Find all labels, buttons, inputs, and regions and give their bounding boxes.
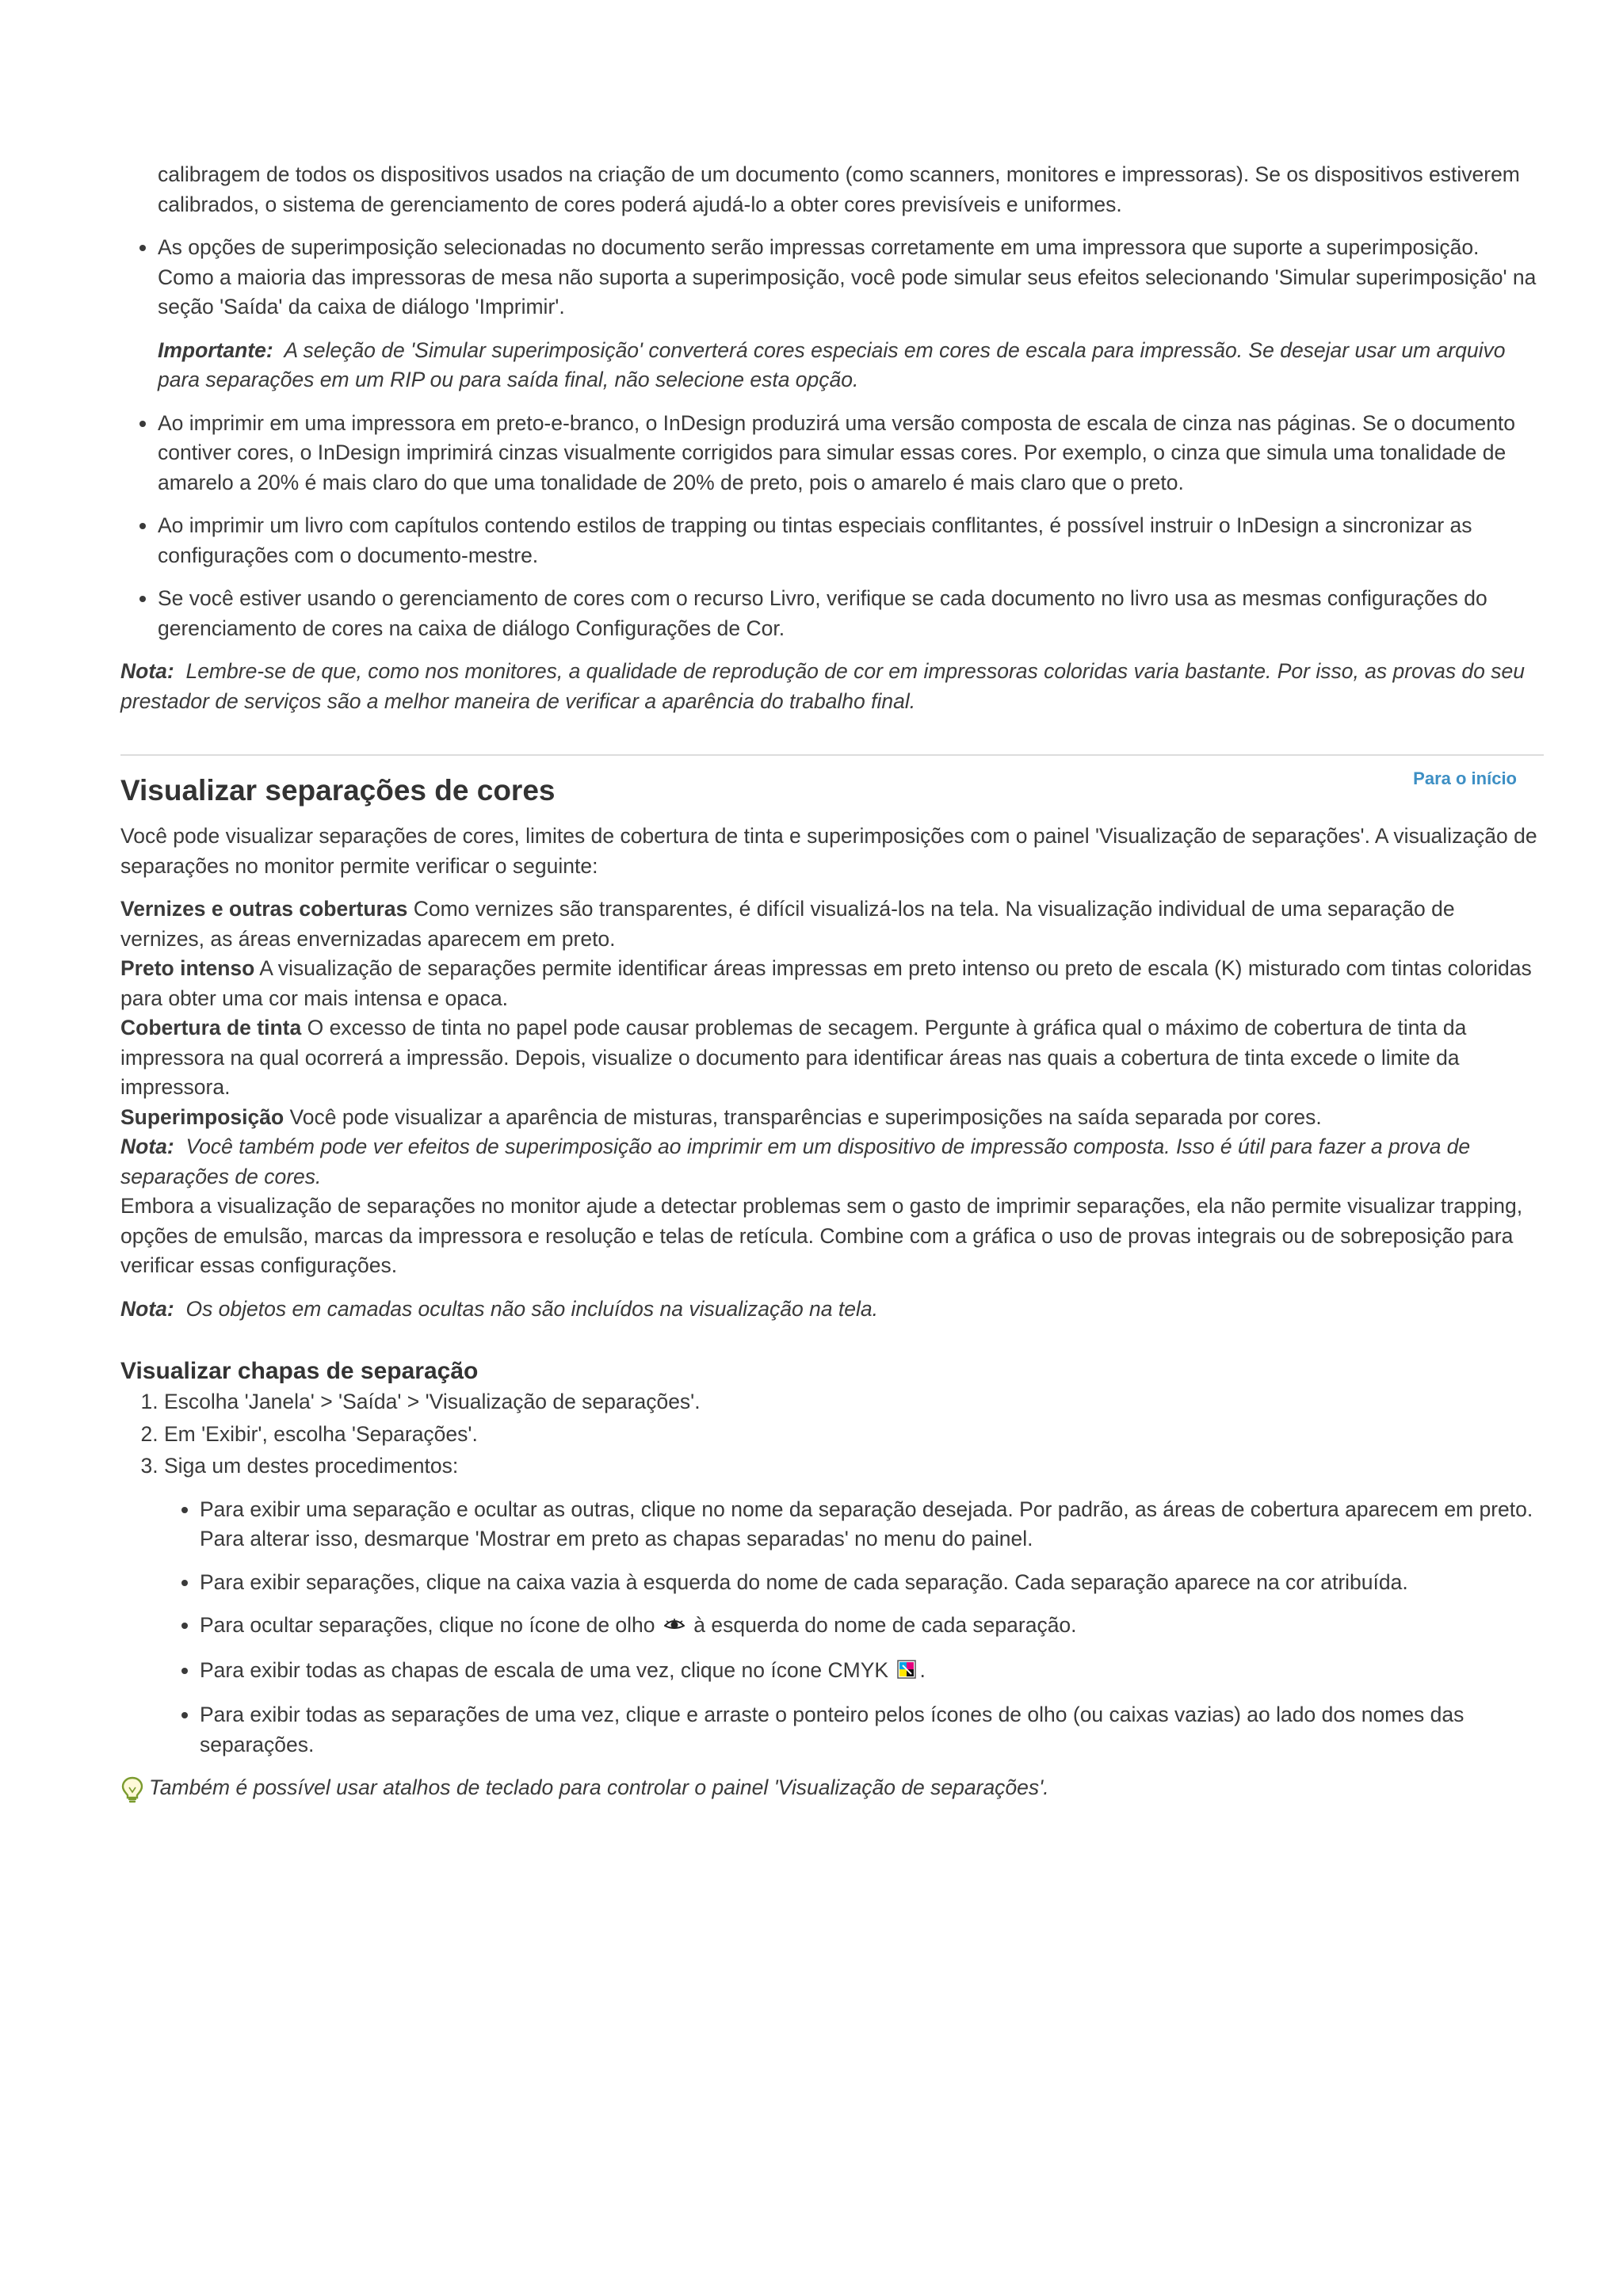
step-item [164, 1451, 1539, 1760]
list-item: • Para exibir uma separação e ocultar as outras, clique no nome da separação desejada. Por padrão, as áreas de cobertura aparecem em preto. Para alterar isso, desmarque 'Mostrar em preto as chapas separadas' no menu do painel. [200, 1495, 1539, 1554]
note-composite [120, 1132, 1539, 1192]
overprint-text: As opções de superimposição selecionadas no documento serão impressas corretamente em uma impressora que suporte a superimposição. Como a maioria das impressoras de mesa não suporta a superimposição, você pode simular seus efeitos selecionando 'Simular superimposição' na seção 'Saída' da caixa de diálogo 'Imprimir'. [158, 235, 1537, 318]
list-item: • Se você estiver usando o gerenciamento de cores com o recurso Livro, verifique se cada documento no livro usa as mesmas configurações do gerenciamento de cores na caixa de diálogo Configurações de Cor. [158, 584, 1539, 643]
section-header [120, 756, 1539, 808]
term-label: Preto intenso [120, 956, 255, 980]
step-text: Siga um destes procedimentos: [164, 1454, 459, 1478]
list-item: • Para exibir todas as separações de uma vez, clique e arraste o ponteiro pelos ícones de olho (ou caixas vazias) ao lado dos nomes das separações. [200, 1700, 1539, 1760]
note-text: Os objetos em camadas ocultas não são incluídos na visualização na tela. [185, 1296, 878, 1321]
note-quality [120, 657, 1539, 716]
important-label: Importante: [158, 338, 273, 362]
term-item [120, 1103, 1539, 1133]
document-content [120, 160, 1539, 1803]
term-item [120, 1013, 1539, 1103]
print-notes-list [120, 233, 1539, 643]
list-item: • Para exibir separações, clique na caixa vazia à esquerda do nome de cada separação. Cada separação aparece na cor atribuída. [200, 1568, 1539, 1598]
note-label: Nota: [120, 1296, 174, 1321]
subsection-title: Visualizar chapas de separação [120, 1358, 479, 1384]
eye-icon [664, 1612, 685, 1642]
term-desc: O excesso de tinta no papel pode causar problemas de secagem. Pergunte à gráfica qual o máximo de cobertura de tinta da impressora na qual ocorrerá a impressão. Depois, visualize o documento para identificar áreas nas quais a cobertura de tinta excede o limite da impressora. [120, 1016, 1467, 1099]
important-text: A seleção de 'Simular superimposição' converterá cores especiais em cores de escala para impressão. Se desejar usar um arquivo para separações em um RIP ou para saída final, não selecione esta opção. [158, 338, 1506, 391]
note-hidden-layers [120, 1295, 1539, 1325]
term-item [120, 894, 1539, 954]
step-item: 2. Em 'Exibir', escolha 'Separações'. [164, 1420, 1539, 1450]
section-paragraph: Embora a visualização de separações no monitor ajude a detectar problemas sem o gasto de imprimir separações, ela não permite visualizar trapping, opções de emulsão, marcas da impressora e resolução e telas de retícula. Combine com a gráfica o uso de provas integrais ou de sobreposição para verificar essas configurações. [120, 1194, 1523, 1277]
note-label: Nota: [120, 659, 174, 683]
list-item [200, 1656, 1539, 1688]
term-label: Cobertura de tinta [120, 1016, 302, 1039]
term-label: Superimposição [120, 1104, 285, 1129]
procedure-list [164, 1495, 1539, 1760]
section-intro: Você pode visualizar separações de cores, limites de cobertura de tinta e superimposições com o painel 'Visualização de separações'. A visualização de separações no monitor permite verificar o seguinte: [120, 824, 1537, 878]
steps-list [120, 1387, 1539, 1760]
list-item: • Ao imprimir um livro com capítulos contendo estilos de trapping ou tintas especiais conflitantes, é possível instruir o InDesign a sincronizar as configurações com o documento-mestre. [158, 511, 1539, 570]
cmyk-icon [897, 1657, 916, 1688]
list-item [200, 1611, 1539, 1642]
list-item [158, 233, 1539, 395]
hide-text-after: à esquerda do nome de cada separação. [693, 1613, 1077, 1637]
hide-text-before: Para ocultar separações, clique no ícone de olho [200, 1613, 655, 1637]
tip-text: Também é possível usar atalhos de teclado para controlar o painel 'Visualização de separações'. [149, 1775, 1049, 1799]
list-item: • Ao imprimir em uma impressora em preto-e-branco, o InDesign produzirá uma versão composta de escala de cinza nas páginas. Se o documento contiver cores, o InDesign imprimirá cinzas visualmente corrigidos para simular essas cores. Por exemplo, o cinza que simula uma tonalidade de amarelo a 20% é mais claro do que uma tonalidade de 20% de preto, pois o amarelo é mais claro que o preto. [158, 409, 1539, 498]
note-label: Nota: [120, 1135, 174, 1158]
section-title: Visualizar separações de cores [120, 774, 556, 807]
note-text: Lembre-se de que, como nos monitores, a qualidade de reprodução de cor em impressoras coloridas varia bastante. Por isso, as provas do seu prestador de serviços são a melhor maneira de verificar a aparência do trabalho final. [120, 659, 1525, 713]
step-item: 1. Escolha 'Janela' > 'Saída' > 'Visualização de separações'. [164, 1387, 1539, 1417]
cmyk-text-before: Para exibir todas as chapas de escala de uma vez, clique no ícone CMYK [200, 1657, 889, 1682]
cmyk-text-after: . [919, 1657, 926, 1682]
term-desc: Você pode visualizar a aparência de misturas, transparências e superimposições na saída separada por cores. [289, 1104, 1322, 1129]
term-item [120, 954, 1539, 1013]
lightbulb-icon [120, 1776, 144, 1803]
back-to-top-link[interactable]: Para o início [1413, 769, 1517, 788]
note-text: Você também pode ver efeitos de superimposição ao imprimir em um dispositivo de impressão composta. Isso é útil para fazer a prova de separações de cores. [120, 1135, 1471, 1188]
term-desc: A visualização de separações permite identificar áreas impressas em preto intenso ou preto de escala (K) misturado com tintas coloridas para obter uma cor mais intensa e opaca. [120, 956, 1532, 1010]
term-label: Vernizes e outras coberturas [120, 897, 408, 921]
tip [120, 1773, 1539, 1803]
term-list [120, 894, 1539, 1132]
term-desc: Como vernizes são transparentes, é difícil visualizá-los na tela. Na visualização individual de uma separação de vernizes, as áreas envernizadas aparecem em preto. [120, 897, 1455, 951]
intro-continuation: calibragem de todos os dispositivos usados na criação de um documento (como scanners, monitores e impressoras). Se os dispositivos estiverem calibrados, o sistema de gerenciamento de cores poderá ajudá-lo a obter cores previsíveis e uniformes. [158, 162, 1520, 216]
important-note [158, 336, 1539, 395]
